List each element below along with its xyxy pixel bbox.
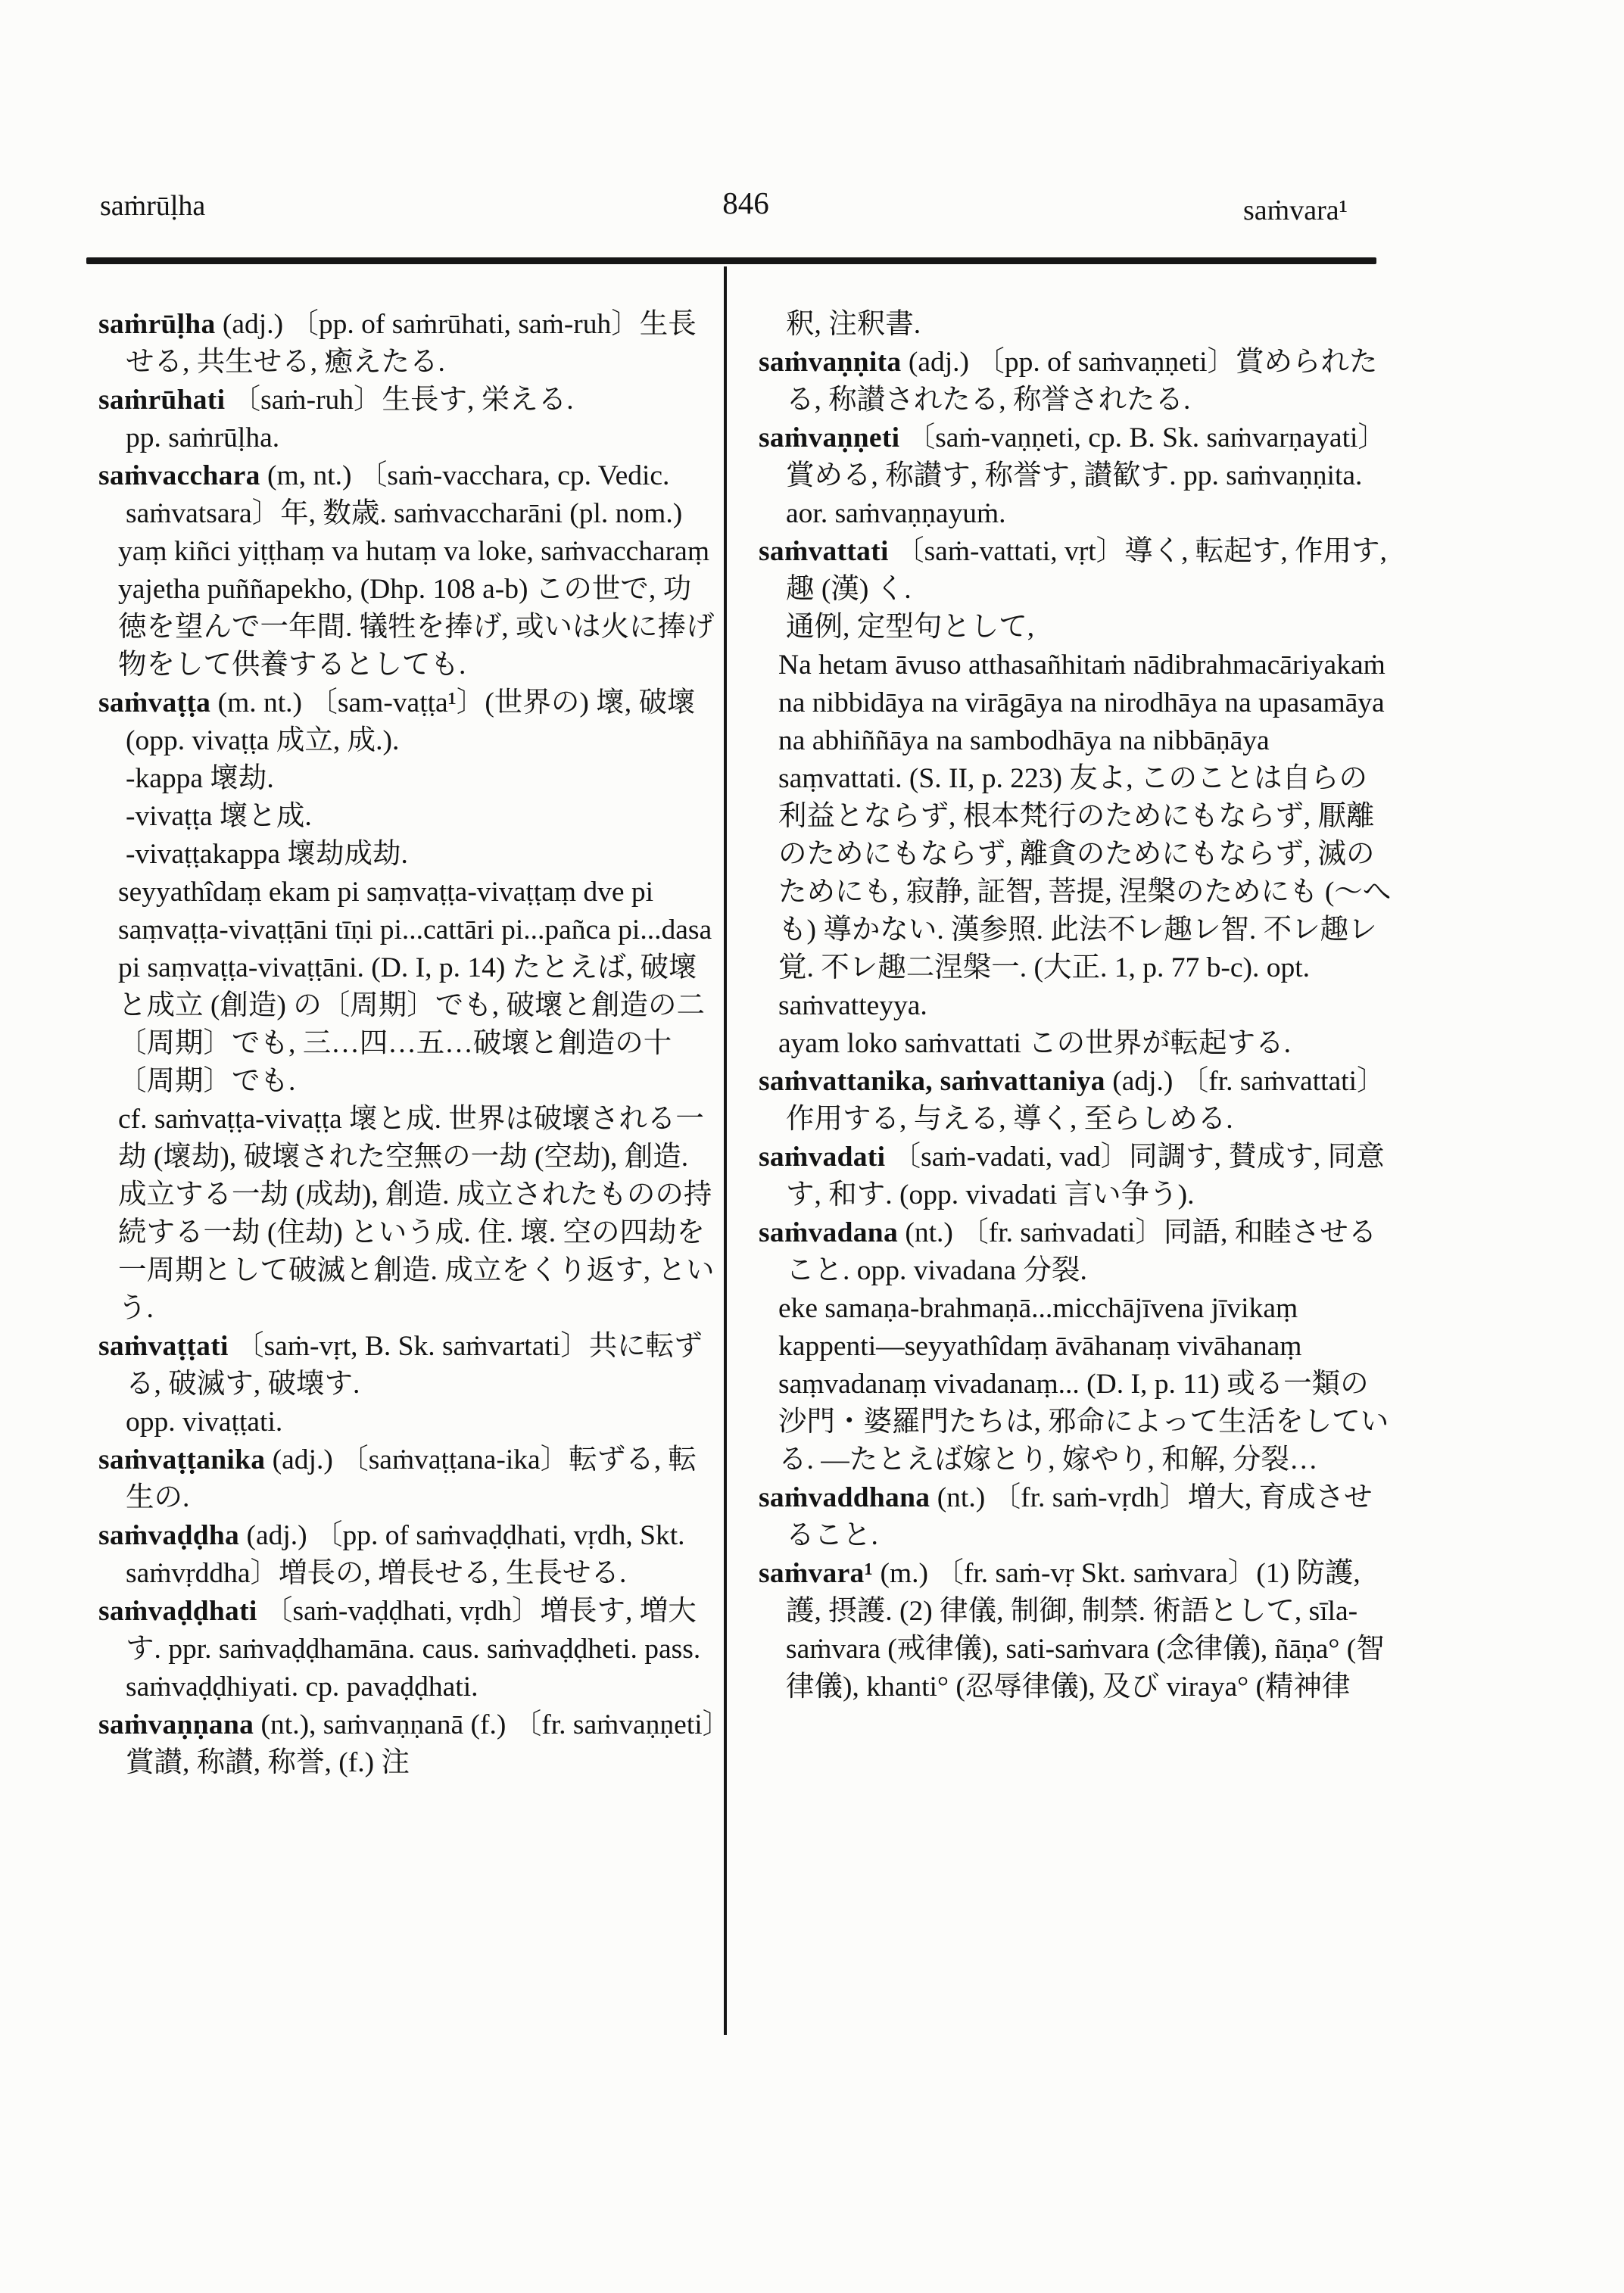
headword: saṁvacchara — [98, 460, 260, 491]
entry-samvannita — [759, 344, 1393, 419]
entry-body: (adj.) 〔pp. of saṁvaḍḍhati, vṛdh, Skt. saṁvṛddha〕増長の, 増長せる, 生長せる. — [126, 1520, 685, 1589]
headword: saṁvadati — [759, 1142, 886, 1173]
note-usage-formula: 通例, 定型句として, — [786, 612, 1035, 643]
column-divider-rule — [724, 266, 727, 2035]
entry-body: (nt.) 〔fr. saṁ-vṛdh〕増大, 育成させること. — [786, 1482, 1373, 1551]
entry-samvaddhati — [98, 1593, 718, 1706]
entry-samvara-1 — [759, 1555, 1393, 1706]
entry-body: 〔saṁ-vadati, vad〕同調す, 賛成す, 同意す, 和す. (opp. vivadati 言い争う). — [786, 1142, 1385, 1210]
entry-samvanneti — [759, 419, 1393, 533]
entry-body: (m.) 〔fr. saṁ-vṛ Skt. saṁvara〕(1) 防護, 護, 摂護. (2) 律儀, 制御, 制禁. 術語として, sīla-saṁvara (戒律儀), sati-saṁvara (念律儀), ñāṇa° (智律儀), khanti° (忍辱律儀), 及び viraya° (精神律 — [786, 1558, 1385, 1703]
compound-vivattakappa: -vivaṭṭakappa 壞劫成劫. — [126, 839, 408, 870]
entry-samruhati-pp-line: pp. saṁrūḷha. — [126, 422, 280, 453]
left-column — [98, 306, 718, 1782]
entry-samvattanika-right — [759, 1063, 1393, 1139]
entry-samvattanika-left — [98, 1441, 718, 1517]
headword: saṁvara¹ — [759, 1558, 874, 1589]
entry-body: (adj.) 〔fr. saṁvattati〕作用する, 与える, 導く, 至らしめる. — [786, 1066, 1386, 1135]
headword: saṁvattanika, saṁvattaniya — [759, 1066, 1105, 1097]
entry-samruhati — [98, 382, 718, 419]
pali-quote-eke-samana: eke samaṇa-brahmaṇā...micchājīvena jīvikaṃ kappenti—seyyathîdaṃ āvāhanaṃ vivāhanaṃ saṃvadanaṃ vivadanaṃ... (D. I, p. 11) 或る一類の沙門・婆羅門たちは, 邪命によって生活をしている. —たとえば嫁とり, 嫁やり, 和解, 分裂… — [778, 1293, 1389, 1475]
compound-vivatta: -vivaṭṭa 壞と成. — [126, 801, 312, 832]
headword: saṁvaṇṇeti — [759, 422, 900, 453]
entry-body: (nt.), saṁvaṇṇanā (f.) 〔fr. saṁvaṇṇeti〕賞讃, 称讃, 称誉, (f.) 注 — [126, 1709, 717, 1778]
entry-body: (m. nt.) 〔sam-vaṭṭa¹〕(世界の) 壞, 破壞 (opp. vivaṭṭa 成立, 成.). — [126, 687, 696, 756]
headword: saṁvaddhana — [759, 1482, 930, 1513]
entry-samvacchara — [98, 457, 718, 533]
entry-body: 〔saṁ-vṛt, B. Sk. saṁvartati〕共に転ずる, 破滅す, 破壊す. — [126, 1331, 703, 1400]
pali-quote-seyyathidam: seyyathîdaṃ ekam pi saṃvaṭṭa-vivaṭṭaṃ dve pi saṃvaṭṭa-vivaṭṭāni tīṇi pi...cattāri pi...pañca pi...dasa pi saṃvaṭṭa-vivaṭṭāni. (D. I, p. 14) たとえば, 破壞と成立 (創造) の〔周期〕でも, 破壞と創造の二〔周期〕でも, 三…四…五…破壞と創造の十〔周期〕でも. — [118, 877, 712, 1097]
headword: saṁvaḍḍhati — [98, 1596, 257, 1627]
entry-body: (adj.) 〔saṁvaṭṭana-ika〕転ずる, 転生の. — [126, 1444, 697, 1513]
entry-samvannana — [98, 1706, 718, 1782]
entry-body: (m, nt.) 〔saṁ-vacchara, cp. Vedic. saṁvatsara〕年, 数歳. saṁvaccharāni (pl. nom.) — [126, 460, 683, 529]
header-rule — [86, 257, 1376, 264]
entry-samvattati-opp-line: opp. vivaṭṭati. — [126, 1407, 283, 1438]
entry-body: 〔saṁ-vattati, vṛt〕導く, 転起す, 作用す, 趣 (漢) く. — [786, 536, 1387, 605]
headword: saṁrūḷha — [98, 309, 216, 340]
entry-samvadana — [759, 1214, 1393, 1290]
headword: saṁvaṇṇana — [98, 1709, 254, 1740]
entry-body: (adj.) 〔pp. of saṁrūhati, saṁ-ruh〕生長せる, 共生せる, 癒えたる. — [126, 309, 697, 378]
headword: saṁvaṭṭa — [98, 687, 211, 718]
entry-samvatta — [98, 684, 718, 760]
entry-samvaddhana — [759, 1479, 1393, 1555]
right-column — [759, 306, 1393, 1706]
entry-samvaddha — [98, 1517, 718, 1593]
pali-quote-yam-kinci: yaṃ kiñci yiṭṭhaṃ va hutaṃ va loke, saṁvaccharaṃ yajetha puññapekho, (Dhp. 108 a-b) この世で, 功徳を望んで一年間. 犠牲を捧げ, 或いは火に捧げ物をして供養するとしても. — [118, 536, 715, 681]
running-head-left: saṁrūḷha — [100, 190, 206, 222]
entry-body: 〔saṁ-ruh〕生長す, 栄える. — [225, 385, 574, 416]
entry-body: 〔saṁ-vaṇṇeti, cp. B. Sk. saṁvarṇayati〕賞める, 称讃す, 称誉す, 讃歓す. pp. saṁvaṇṇita. aor. saṁvaṇṇayuṁ. — [786, 422, 1386, 529]
note-cf-samvatta-vivatta: cf. saṁvaṭṭa-vivaṭṭa 壞と成. 世界は破壞される一劫 (壞劫), 破壞された空無の一劫 (空劫), 創造. 成立する一劫 (成劫), 創造. 成立されたものの持続する一劫 (住劫) という成. 住. 壞. 空の四劫を一周期として破滅と創造. 成立をくり返す, という. — [118, 1104, 715, 1324]
pali-quote-ayam-loko: ayam loko saṁvattati この世界が転起する. — [778, 1028, 1291, 1059]
entry-samvannana-continuation: 釈, 注釈書. — [786, 309, 921, 340]
entry-body: (nt.) 〔fr. saṁvadati〕同語, 和睦させること. opp. vivadana 分裂. — [786, 1217, 1377, 1286]
headword: saṁvaṭṭanika — [98, 1444, 266, 1475]
entry-samvattati-right — [759, 533, 1393, 609]
entry-body: (adj.) 〔pp. of saṁvaṇṇeti〕賞められたる, 称讃されたる, 称誉されたる. — [786, 347, 1378, 416]
entry-samvadati — [759, 1139, 1393, 1214]
headword: saṁrūhati — [98, 385, 226, 416]
pali-quote-na-hetam: Na hetam āvuso atthasañhitaṁ nādibrahmacāriyakaṁ na nibbidāya na virāgāya na nirodhāya na upasamāya na abhiññāya na sambodhāya na nibbāṇāya saṃvattati. (S. II, p. 223) 友よ, このことは自らの利益とならず, 根本梵行のためにもならず, 厭離のためにもならず, 離貪のためにもならず, 滅のためにも, 寂静, 証智, 菩提, 涅槃のためにも (〜へも) 導かない. 漢参照. 此法不レ趣レ智. 不レ趣レ覚. 不レ趣二涅槃一. (大正. 1, p. 77 b-c). opt. saṁvatteyya. — [778, 650, 1392, 1021]
headword: saṁvaṇṇita — [759, 347, 902, 378]
headword: saṁvadana — [759, 1217, 898, 1248]
headword: saṁvaḍḍha — [98, 1520, 240, 1551]
entry-body: 〔saṁ-vaḍḍhati, vṛdh〕増長す, 増大す. ppr. saṁvaḍḍhamāna. caus. saṁvaḍḍheti. pass. saṁvaḍḍhiyati. cp. pavaḍḍhati. — [126, 1596, 701, 1703]
entry-samvattati-left — [98, 1328, 718, 1404]
compound-kappa: -kappa 壞劫. — [126, 763, 274, 794]
headword: saṁvaṭṭati — [98, 1331, 229, 1362]
entry-samrulha — [98, 306, 718, 382]
headword: saṁvattati — [759, 536, 889, 567]
page-number: 846 — [722, 185, 769, 220]
running-head-right: saṁvara¹ — [1243, 195, 1348, 226]
